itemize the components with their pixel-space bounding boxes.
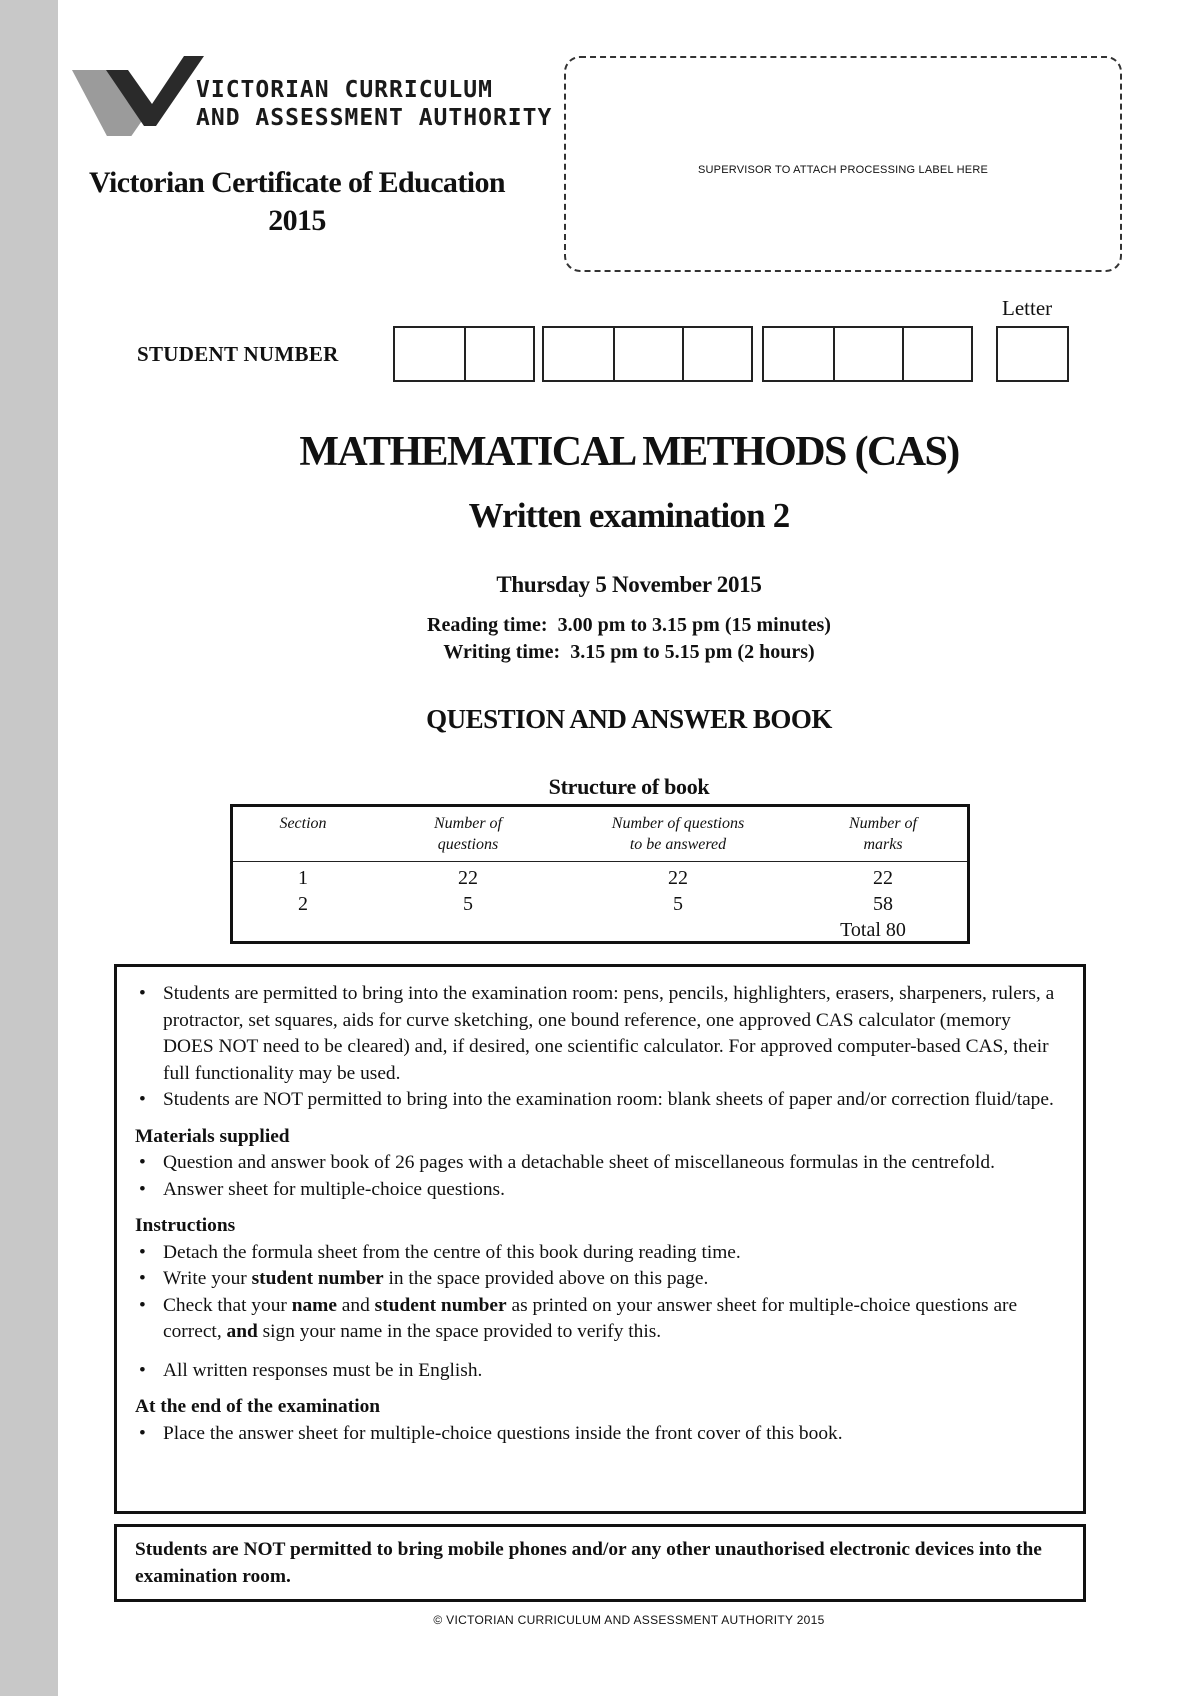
text-run: and <box>336 1294 375 1316</box>
warning-box <box>114 1524 1086 1602</box>
student-number-box[interactable] <box>833 328 902 380</box>
table-cell: 1 <box>298 867 308 889</box>
header-marks-line-2: marks <box>863 836 903 853</box>
list-item: • All written responses must be in English. <box>135 1358 1063 1385</box>
table-cell: 58 <box>873 893 893 915</box>
text-run: sign your name in the space provided to verify this. <box>257 1321 662 1342</box>
certificate-year: 2015 <box>268 204 326 237</box>
table-cell: 22 <box>873 867 893 889</box>
instructions-box <box>114 964 1086 1514</box>
table-cell: 5 <box>673 893 683 915</box>
header-questions-line-2: questions <box>437 836 499 853</box>
header-number-of-questions <box>373 813 563 855</box>
structure-title: Structure of book <box>548 774 710 799</box>
header-questions-to-answer <box>563 813 793 855</box>
structure-table <box>230 804 970 944</box>
certificate-title <box>62 164 532 240</box>
writing-time-value: 3.15 pm to 5.15 pm (2 hours) <box>570 641 815 663</box>
permitted-list <box>135 981 1063 1114</box>
table-cell: 2 <box>298 893 308 915</box>
book-title: QUESTION AND ANSWER BOOK <box>426 704 832 734</box>
materials-list <box>135 1150 1063 1203</box>
student-number-box[interactable] <box>682 328 751 380</box>
student-number-group-3 <box>762 326 973 382</box>
text-run-bold: student number <box>374 1294 507 1316</box>
student-number-box[interactable] <box>764 328 833 380</box>
header-section-line-1: Section <box>279 815 327 832</box>
certificate-name: Victorian Certificate of Education <box>89 166 505 199</box>
reading-time-row <box>58 612 1200 639</box>
text-run-bold: and <box>226 1321 258 1342</box>
text-run: as printed on your answer sheet for multiple-choice questions are correct, <box>163 1294 1018 1342</box>
student-number-box[interactable] <box>613 328 682 380</box>
list-item: • Question and answer book of 26 pages with a detachable sheet of miscellaneous formulas in the centrefold. <box>135 1150 1063 1177</box>
authority-line-2: AND ASSESSMENT AUTHORITY <box>196 105 553 131</box>
table-cell: 22 <box>458 867 478 889</box>
marks-total: Total 80 <box>840 919 906 941</box>
student-number-box[interactable] <box>544 328 613 380</box>
processing-label-text: SUPERVISOR TO ATTACH PROCESSING LABEL HERE <box>698 164 988 176</box>
authority-name <box>196 76 552 132</box>
list-item: • Answer sheet for multiple-choice questions. <box>135 1177 1063 1204</box>
header-section <box>233 813 373 834</box>
list-item <box>135 1266 1063 1293</box>
student-letter-box[interactable] <box>998 328 1067 380</box>
letter-label: Letter <box>1002 296 1053 320</box>
writing-time-row <box>58 639 1200 666</box>
instructions-heading: Instructions <box>135 1215 236 1236</box>
student-number-group-2 <box>542 326 753 382</box>
structure-table-header <box>233 807 967 862</box>
list-item: • Students are NOT permitted to bring into the examination room: blank sheets of paper and/or correction fluid/tape. <box>135 1087 1063 1114</box>
table-row <box>233 893 967 919</box>
header-answer-line-1: Number of questions <box>611 815 745 832</box>
header-answer-line-2: to be answered <box>629 836 727 853</box>
warning-text: Students are NOT permitted to bring mobile phones and/or any other unauthorised electronic devices into the examination room. <box>135 1539 1042 1587</box>
copyright-footer: © VICTORIAN CURRICULUM AND ASSESSMENT AUTHORITY 2015 <box>433 1613 825 1627</box>
exam-times <box>58 612 1200 666</box>
list-item: • Students are permitted to bring into the examination room: pens, pencils, highlighters, erasers, sharpeners, rulers, a protractor, set squares, aids for curve sketching, one bound reference, one approved CAS calculator (memory DOES NOT need to be cleared) and, if desired, one scientific calculator. For approved computer-based CAS, their full functionality may be used. <box>135 981 1063 1087</box>
exam-subtitle: Written examination 2 <box>468 496 790 535</box>
instructions-list <box>135 1240 1063 1385</box>
reading-time-label: Reading time: <box>427 614 548 636</box>
text-run-bold: name <box>291 1294 337 1316</box>
table-cell: 5 <box>463 893 473 915</box>
left-margin-bar <box>0 0 58 1696</box>
authority-line-1: VICTORIAN CURRICULUM <box>196 77 493 103</box>
text-run-bold: student number <box>251 1268 384 1289</box>
header-number-of-marks <box>793 813 973 855</box>
table-cell: 22 <box>668 867 688 889</box>
materials-heading: Materials supplied <box>135 1125 290 1147</box>
header-marks-line-1: Number of <box>849 815 917 832</box>
exam-date: Thursday 5 November 2015 <box>496 572 762 597</box>
table-row <box>233 867 967 893</box>
student-letter-group <box>996 326 1069 382</box>
student-number-label: STUDENT NUMBER <box>137 342 339 366</box>
text-run: in the space provided above on this page. <box>383 1268 709 1289</box>
writing-time-label: Writing time: <box>443 641 561 663</box>
student-number-box[interactable] <box>395 328 464 380</box>
list-item: • Detach the formula sheet from the centre of this book during reading time. <box>135 1240 1063 1267</box>
header-questions-line-1: Number of <box>434 815 502 832</box>
list-item: • Place the answer sheet for multiple-choice questions inside the front cover of this book. <box>135 1421 1063 1448</box>
text-run: Write your <box>163 1268 252 1289</box>
list-item <box>135 1293 1063 1346</box>
student-number-box[interactable] <box>464 328 533 380</box>
end-heading: At the end of the examination <box>135 1396 381 1417</box>
exam-title: MATHEMATICAL METHODS (CAS) <box>299 429 959 475</box>
student-number-box[interactable] <box>902 328 971 380</box>
text-run: Check that your <box>163 1294 292 1316</box>
end-list <box>135 1421 1063 1448</box>
student-number-group-1 <box>393 326 535 382</box>
reading-time-value: 3.00 pm to 3.15 pm (15 minutes) <box>557 614 831 636</box>
